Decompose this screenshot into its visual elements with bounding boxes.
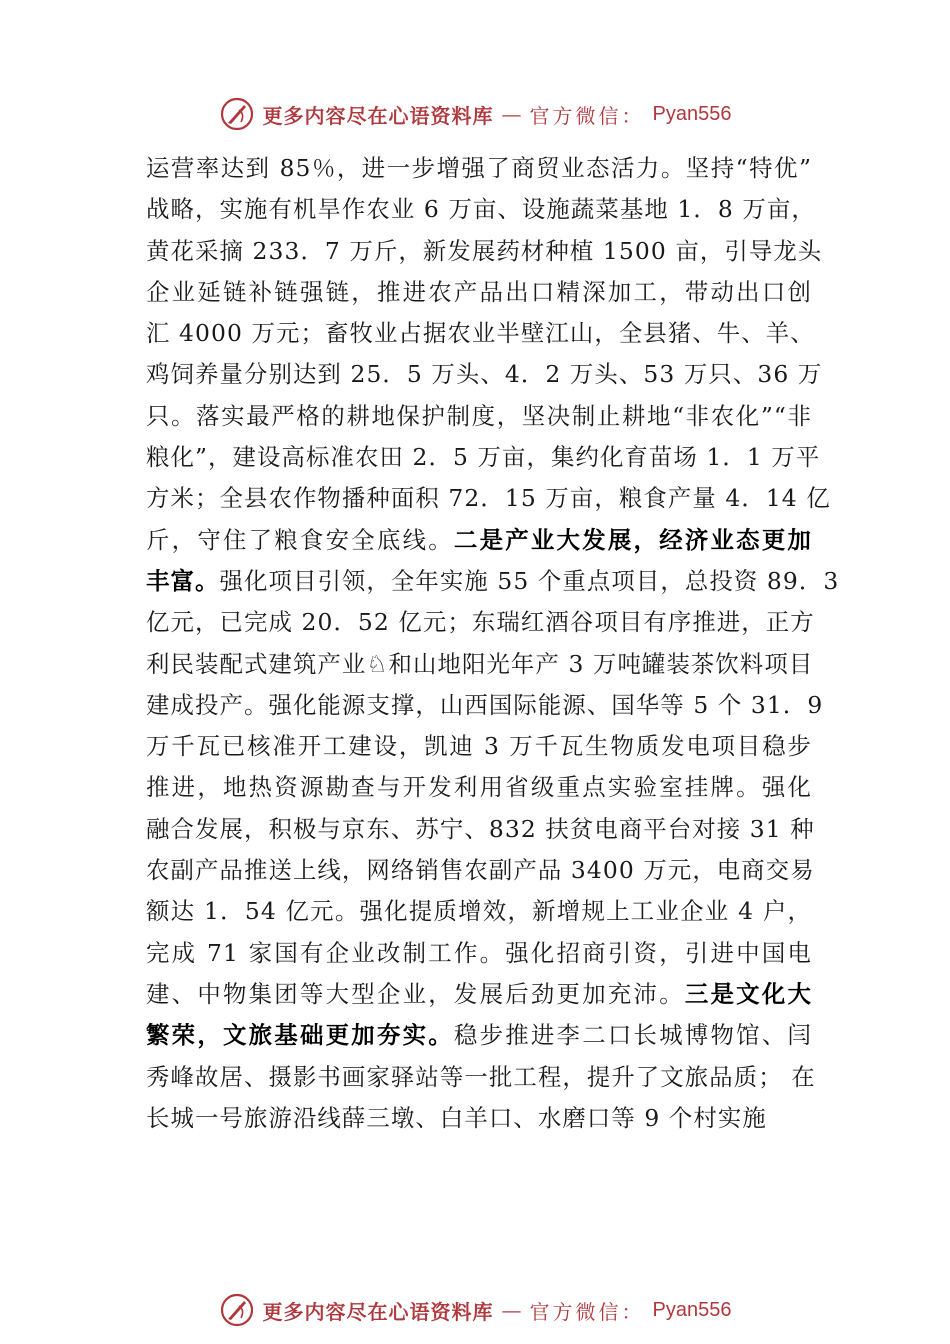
text-run: 方米；全县农作物播种面积 72．15 万亩，粮食产量 4．14 亿 <box>146 484 831 513</box>
text-run: 亿元，已完成 20．52 亿元；东瑞红酒谷项目有序推进，正方 <box>146 608 815 637</box>
text-run: 农副产品推送上线，网络销售农副产品 3400 万元，电商交易 <box>146 856 815 885</box>
text-line <box>146 850 815 891</box>
watermark-wechat-id: Pyan556 <box>652 102 732 125</box>
text-run: 稳步推进李二口长城博物馆、闫 <box>453 1021 812 1050</box>
text-run: 建、中物集团等大型企业，发展后劲更加充沛。 <box>146 979 685 1008</box>
bold-heading-run: 丰富。 <box>146 566 220 595</box>
text-line <box>146 726 812 767</box>
text-run: 企业延链补链强链，推进农产品出口精深加工，带动出口创 <box>146 277 812 306</box>
text-line <box>146 478 831 519</box>
text-run: 长城一号旅游沿线薛三墩、白羊口、水磨口等 9 个村实施 <box>146 1103 767 1132</box>
quill-seal-icon <box>219 1292 255 1328</box>
text-line <box>146 561 840 602</box>
text-line <box>146 1057 816 1098</box>
watermark-brand: 更多内容尽在心语资料库 <box>262 103 494 128</box>
text-run: 强化项目引领，全年实施 55 个重点项目，总投资 89．3 <box>219 566 840 595</box>
watermark-dash: — <box>501 102 522 126</box>
text-run: 鸡饲养量分别达到 25．5 万头、4．2 万头、53 万只、36 万 <box>146 360 823 389</box>
text-run: 推进，地热资源勘查与开发利用省级重点实验室挂牌。强化 <box>146 773 812 802</box>
text-run: 汇 4000 万元；畜牧业占据农业半壁江山，全县猪、牛、羊、 <box>146 319 815 348</box>
text-run: 额达 1．54 亿元。强化提质增效，新增规上工业企业 4 户， <box>146 897 812 926</box>
text-run: 战略，实施有机旱作农业 6 万亩、设施蔬菜基地 1．8 万亩， <box>146 195 816 224</box>
text-line <box>146 685 824 726</box>
text-line <box>146 313 815 354</box>
bold-heading-run: 二是产业大发展，经济业态更加 <box>453 525 812 554</box>
text-run: 利民装配式建筑产业♘和山地阳光年产 3 万吨罐装茶饮料项目 <box>146 649 814 678</box>
text-line <box>146 437 821 478</box>
text-run: 完成 71 家国有企业改制工作。强化招商引资，引进中国电 <box>146 938 812 967</box>
text-run: 秀峰故居、摄影书画家驿站等一批工程，提升了文旅品质； 在 <box>146 1062 816 1091</box>
text-line <box>146 272 812 313</box>
text-line <box>146 231 823 272</box>
text-run: 粮化”，建设高标准农田 2．5 万亩，集约化育苗场 1．1 万平 <box>146 443 821 472</box>
text-line <box>146 644 812 685</box>
text-run: 只。落实最严格的耕地保护制度，坚决制止耕地“非农化”“非 <box>146 401 812 430</box>
body-paragraph <box>146 148 840 1139</box>
text-line <box>146 520 812 561</box>
text-line <box>146 933 812 974</box>
text-run: 融合发展，积极与京东、苏宁、832 扶贫电商平台对接 31 种 <box>146 814 815 843</box>
text-line <box>146 1015 812 1056</box>
text-line <box>146 148 812 189</box>
watermark-brand: 更多内容尽在心语资料库 <box>262 1299 494 1324</box>
text-line <box>146 891 812 932</box>
text-line <box>146 396 812 437</box>
bold-heading-run: 三是文化大 <box>684 979 812 1008</box>
quill-seal-icon <box>219 96 255 132</box>
text-line <box>146 354 823 395</box>
watermark-wechat-id: Pyan556 <box>652 1298 732 1321</box>
text-run: 斤，守住了粮食安全底线。 <box>146 525 454 554</box>
footer-watermark <box>0 1290 950 1330</box>
text-line <box>146 767 812 808</box>
text-line <box>146 602 815 643</box>
text-line <box>146 189 816 230</box>
text-line <box>146 974 812 1015</box>
watermark-official: 官方微信： <box>529 1299 645 1324</box>
header-watermark <box>0 94 950 134</box>
text-run: 黄花采摘 233．7 万斤，新发展药材种植 1500 亩，引导龙头 <box>146 236 823 265</box>
watermark-official: 官方微信： <box>529 103 645 128</box>
watermark-dash: — <box>501 1298 522 1322</box>
text-line <box>146 809 815 850</box>
text-run: 建成投产。强化能源支撑，山西国际能源、国华等 5 个 31．9 <box>146 690 824 719</box>
text-run: 运营率达到 85％，进一步增强了商贸业态活力。坚持“特优” <box>146 154 812 182</box>
text-line <box>146 1098 812 1139</box>
bold-heading-run: 繁荣，文旅基础更加夯实。 <box>146 1021 454 1050</box>
text-run: 万千瓦已核准开工建设，凯迪 3 万千瓦生物质发电项目稳步 <box>146 732 812 761</box>
